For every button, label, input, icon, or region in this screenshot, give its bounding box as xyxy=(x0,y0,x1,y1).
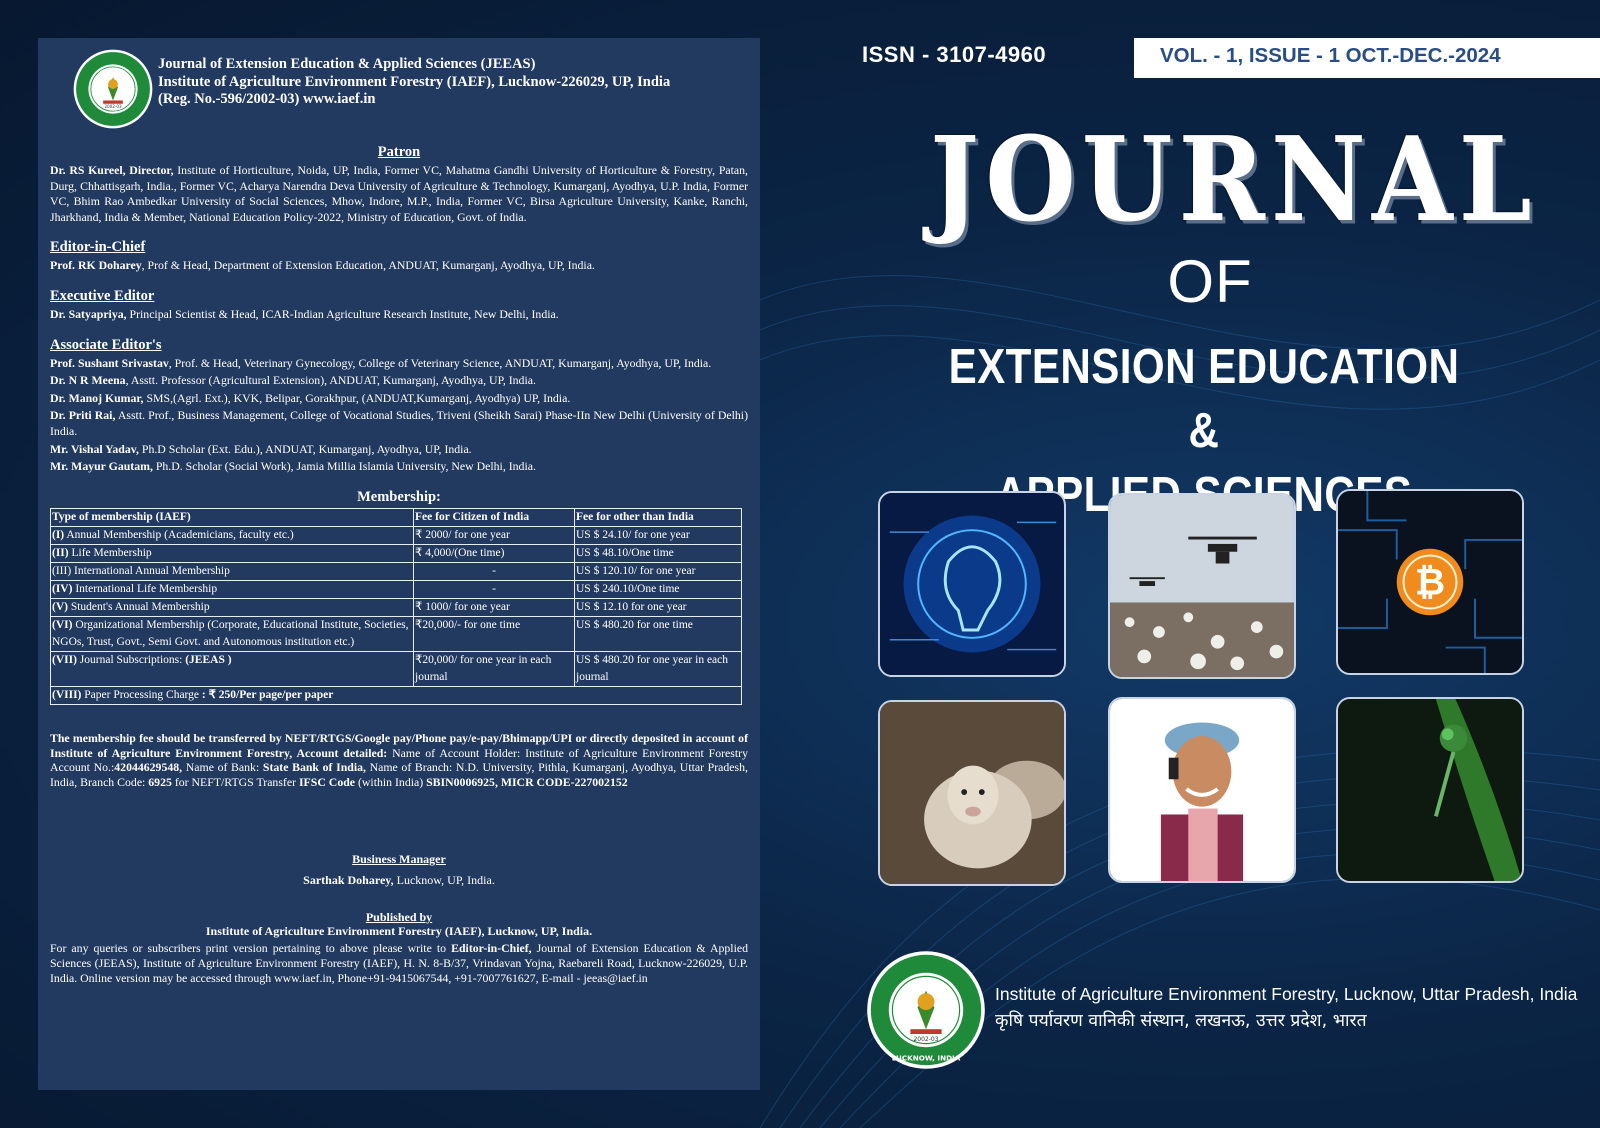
photo-ai-brain xyxy=(878,491,1066,677)
associate-editor-details: Ph.D Scholar (Ext. Edu.), ANDUAT, Kumarganj, Ayodhya, UP, India. xyxy=(138,441,472,456)
other-fee-cell: US $ 480.20 for one time xyxy=(575,616,742,651)
table-row xyxy=(51,686,742,704)
executive-editor-name: Dr. Satyapriya, xyxy=(50,306,127,321)
table-row xyxy=(51,526,742,544)
editorial-board-panel xyxy=(38,38,760,1090)
svg-text:2002-03: 2002-03 xyxy=(104,103,122,109)
photo-sheep xyxy=(878,700,1066,886)
membership-type-cell xyxy=(51,616,414,651)
executive-editor-details: Principal Scientist & Head, ICAR-Indian Agriculture Research Institute, New Delhi, India. xyxy=(126,306,559,321)
photo-bitcoin-circuit xyxy=(1336,489,1524,675)
other-fee-cell: US $ 48.10/One time xyxy=(575,544,742,562)
business-manager-heading: Business Manager xyxy=(352,851,446,866)
row-type: Journal Subscriptions: xyxy=(76,653,186,666)
payment-text: (within India) xyxy=(355,775,427,790)
associate-editor-name: Dr. Manoj Kumar, xyxy=(50,390,144,405)
membership-type-cell xyxy=(51,580,414,598)
ifsc-code: SBIN0006925, MICR CODE-227002152 xyxy=(426,775,628,790)
membership-type-cell xyxy=(51,544,414,562)
journal-subtitle-line2: APPLIED SCIENCES xyxy=(995,468,1413,522)
contact-info xyxy=(50,941,748,986)
account-number: 42044629548, xyxy=(114,760,183,775)
panel-header xyxy=(50,46,748,132)
journal-title-of: OF xyxy=(1167,248,1253,315)
issn-number: ISSN - 3107-4960 xyxy=(862,42,1047,67)
india-fee-cell: - xyxy=(414,580,575,598)
membership-type-cell xyxy=(51,651,414,686)
table-row xyxy=(51,616,742,651)
iaef-seal-logo xyxy=(72,48,154,130)
india-fee-cell: ₹ 4,000/(One time) xyxy=(414,544,575,562)
publisher-name: Institute of Agriculture Environment Forestry (IAEF), Lucknow, UP, India. xyxy=(205,923,593,938)
contact-editor: Editor-in-Chief, xyxy=(451,940,532,955)
iaef-seal-logo-large xyxy=(866,950,986,1070)
row-number: (IV) xyxy=(52,582,73,595)
column-header: Fee for Citizen of India xyxy=(414,508,575,526)
other-fee-cell: US $ 240.10/One time xyxy=(575,580,742,598)
published-by-heading: Published by xyxy=(365,909,433,924)
photo-farmer-phone xyxy=(1108,697,1296,883)
row-type: Paper Processing Charge xyxy=(81,688,202,701)
editor-in-chief-heading: Editor-in-Chief xyxy=(50,239,146,256)
published-by-section xyxy=(50,910,748,938)
executive-editor-heading: Executive Editor xyxy=(50,287,155,304)
associate-editor-name: Mr. Vishal Yadav, xyxy=(50,441,139,456)
bank-name: State Bank of India, xyxy=(262,760,366,775)
row-number: (I) xyxy=(52,528,65,541)
branch-code: 6925 xyxy=(148,775,172,790)
membership-table xyxy=(50,508,742,705)
payment-instruction: The membership fee should be transferred by NEFT/RTGS/Google pay/Phone pay/e-pay/Bhimapp/UPI or directly deposited in account of Institute of Agriculture Environment Forestry, Account detailed: xyxy=(50,730,748,760)
svg-text:2002-03: 2002-03 xyxy=(913,1036,939,1044)
table-row xyxy=(51,598,742,616)
associate-editor-entry xyxy=(50,442,748,458)
associate-editor-name: Dr. Priti Rai, xyxy=(50,408,116,423)
india-fee-cell: ₹20,000/- for one time xyxy=(414,616,575,651)
india-fee-cell: ₹ 1000/ for one year xyxy=(414,598,575,616)
row-type: (III) International Annual Membership xyxy=(52,564,230,577)
associate-editor-details: , Prof. & Head, Veterinary Gynecology, College of Veterinary Science, ANDUAT, Kumarganj, Ayodhya, UP, India. xyxy=(168,355,712,370)
journal-subtitle-line1: EXTENSION EDUCATION & xyxy=(948,340,1460,458)
associate-editor-details: Ph.D. Scholar (Social Work), Jamia Millia Islamia University, New Delhi, India. xyxy=(152,459,536,474)
row-type: Life Membership xyxy=(68,546,152,559)
patron-text xyxy=(50,163,748,225)
associate-editor-entry xyxy=(50,459,748,475)
table-row xyxy=(51,580,742,598)
associate-editor-details: Asstt. Prof., Business Management, College of Vocational Studies, Triveni (Sheikh Sarai) Phase-IIn New Delhi (University of Delhi) India. xyxy=(50,408,748,438)
membership-type-cell xyxy=(51,598,414,616)
other-fee-cell: US $ 12.10 for one year xyxy=(575,598,742,616)
other-fee-cell: US $ 480.20 for one year in each journal xyxy=(575,651,742,686)
institute-name-hindi: कृषि पर्यावरण वानिकी संस्थान, लखनऊ, उत्तर प्रदेश, भारत xyxy=(995,1011,1367,1031)
business-manager-section xyxy=(50,852,748,888)
table-row xyxy=(51,562,742,580)
payment-text: Name of Bank: xyxy=(182,760,263,775)
column-header: Type of membership (IAEF) xyxy=(51,508,414,526)
editor-in-chief-text xyxy=(50,258,748,274)
payment-details xyxy=(50,731,748,790)
panel-header-text xyxy=(158,56,670,109)
payment-text: for NEFT/RTGS Transfer xyxy=(171,775,299,790)
payment-text: Name of Account Holder: Institute of Agriculture Environment Forestry Account No.: xyxy=(50,745,748,775)
journal-title: JOURNAL xyxy=(930,110,1538,248)
associate-editors-heading: Associate Editor's xyxy=(50,336,162,353)
india-fee-cell: - xyxy=(414,562,575,580)
photo-drones-field xyxy=(1108,493,1296,679)
associate-editor-entry xyxy=(50,356,748,372)
india-fee-cell: ₹20,000/ for one year in each journal xyxy=(414,651,575,686)
row-number: (VIII) xyxy=(52,688,82,701)
associate-editor-details: SMS,(Agrl. Ext.), KVK, Belipar, Gorakhpur, (ANDUAT,Kumarganj, Ayodhya) UP, India. xyxy=(143,390,571,405)
processing-charge-cell xyxy=(51,686,742,704)
business-manager-name: Sarthak Doharey, xyxy=(303,872,394,887)
membership-type-cell xyxy=(51,526,414,544)
journal-name-line: Journal of Extension Education & Applied Sciences (JEEAS) xyxy=(158,56,536,72)
other-fee-cell: US $ 120.10/ for one year xyxy=(575,562,742,580)
institute-name-english: Institute of Agriculture Environment Forestry, Lucknow, Uttar Pradesh, India xyxy=(995,984,1578,1004)
associate-editor-name: Mr. Mayur Gautam, xyxy=(50,459,153,474)
row-number: (VII) xyxy=(52,653,77,666)
associate-editor-name: Prof. Sushant Srivastav xyxy=(50,355,169,370)
patron-heading: Patron xyxy=(377,144,421,160)
other-fee-cell: US $ 24.10/ for one year xyxy=(575,526,742,544)
row-type: Organizational Membership (Corporate, Educational Institute, Societies, NGOs, Trust, Govt., Semi Govt. and Autonomous institution etc.) xyxy=(52,618,409,648)
photo-insect-leaf xyxy=(1336,697,1524,883)
row-number: (V) xyxy=(52,600,68,613)
editor-in-chief-details: , Prof & Head, Department of Extension Education, ANDUAT, Kumarganj, Ayodhya, UP, India. xyxy=(141,258,595,273)
table-row xyxy=(51,544,742,562)
editor-in-chief-name: Prof. RK Doharey xyxy=(50,258,142,273)
row-type: Annual Membership (Academicians, faculty etc.) xyxy=(64,528,294,541)
registration-line: (Reg. No.-596/2002-03) www.iaef.in xyxy=(158,91,376,107)
associate-editor-entry xyxy=(50,391,748,407)
row-number: (II) xyxy=(52,546,69,559)
associate-editor-entry xyxy=(50,373,748,389)
table-header-row xyxy=(51,508,742,526)
svg-text:₿: ₿ xyxy=(1414,559,1446,604)
business-manager-text xyxy=(50,873,748,888)
row-type-bold: (JEEAS ) xyxy=(185,653,232,666)
india-fee-cell: ₹ 2000/ for one year xyxy=(414,526,575,544)
row-type: Student's Annual Membership xyxy=(67,600,210,613)
ifsc-label: IFSC Code xyxy=(298,775,356,790)
associate-editor-name: Dr. N R Meena xyxy=(50,373,126,388)
row-number: (VI) xyxy=(52,618,73,631)
volume-banner xyxy=(1134,38,1600,78)
processing-charge-value: : ₹ 250/Per page/per paper xyxy=(201,688,334,701)
volume-issue-text: VOL. - 1, ISSUE - 1 OCT.-DEC.-2024 xyxy=(1160,44,1501,67)
svg-text:LUCKNOW, INDIA: LUCKNOW, INDIA xyxy=(891,1053,961,1063)
patron-name: Dr. RS Kureel, Director, xyxy=(50,163,174,177)
column-header: Fee for other than India xyxy=(575,508,742,526)
associate-editor-details: , Asstt. Professor (Agricultural Extension), ANDUAT, Kumarganj, Ayodhya, UP, India. xyxy=(125,373,536,388)
institute-line: Institute of Agriculture Environment Forestry (IAEF), Lucknow-226029, UP, India xyxy=(158,73,671,90)
patron-details: Institute of Horticulture, Noida, UP, India, Former VC, Mahatma Gandhi University of Horticulture & Forestry, Patan, Durg, Chhattisgarh, India., Former VC, Acharya Narendra Deva University of Agriculture & Technology, Kumarganj, Ayodhya, U.P. India, Former VC, Bhim Rao Ambedkar University of Social Sciences, Mhow, Indore, M.P., India, Former VC, Birsa Agriculture University, Kanke, Ranchi, Jharkhand, India & Member, National Education Policy-2022, Ministry of Education, Govt. of India. xyxy=(50,163,748,224)
contact-text: For any queries or subscribers print version pertaining to above please write to xyxy=(50,940,452,955)
membership-heading: Membership: xyxy=(357,488,441,505)
row-type: International Life Membership xyxy=(72,582,218,595)
payment-text: Name of Branch: N.D. University, Pithla, Kumarganj, Ayodhya, Uttar Pradesh, India, Branch Code: xyxy=(50,760,748,790)
table-row xyxy=(51,651,742,686)
executive-editor-text xyxy=(50,307,748,323)
associate-editor-entry xyxy=(50,408,748,439)
contact-details: Journal of Extension Education & Applied Sciences (JEEAS), Institute of Agriculture Environment Forestry (IAEF), H. N. 8-B/37, Vrindavan Yojna, Raebareli Road, Lucknow-226029, U.P. India. Online version may be accessed through www.iaef.in, Phone+91-9415067544, +91-7007761627, E-mail - jeeas@iaef.in xyxy=(50,940,749,985)
business-manager-details: Lucknow, UP, India. xyxy=(393,872,495,887)
membership-type-cell xyxy=(51,562,414,580)
